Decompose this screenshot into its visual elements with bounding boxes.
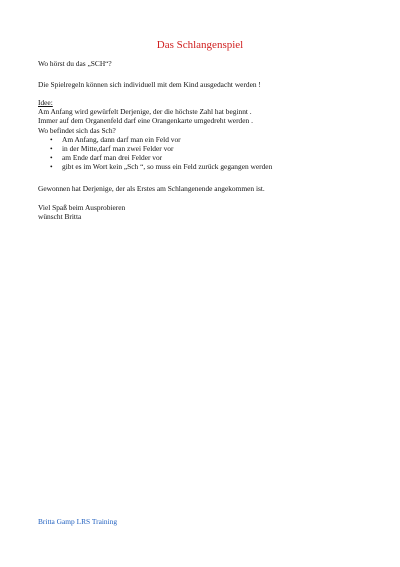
- rule-text: gibt es im Wort kein „Sch “, so muss ein Feld zurück gegangen werden: [62, 162, 273, 172]
- idea-line: Wo befindet sich das Sch?: [38, 125, 116, 135]
- bullet-icon: •: [50, 144, 53, 154]
- rule-text: in der Mitte,darf man zwei Felder vor: [62, 144, 174, 154]
- rules-list: [38, 135, 378, 172]
- idea-line: Immer auf dem Organenfeld darf eine Orangenkarte umgedreht werden .: [38, 116, 253, 126]
- signature-line: wünscht Britta: [38, 212, 82, 222]
- winner-paragraph: Gewonnen hat Derjenige, der als Erstes am Schlangenende angekommen ist.: [38, 184, 265, 193]
- bullet-icon: •: [50, 162, 53, 172]
- page-title: Das Schlangenspiel: [156, 39, 244, 51]
- rule-text: Am Anfang, dann darf man ein Feld vor: [62, 134, 181, 144]
- list-item: [38, 135, 378, 144]
- closing-line: Viel Spaß beim Ausprobieren: [38, 203, 126, 212]
- bullet-icon: •: [50, 134, 53, 144]
- idea-section: [38, 98, 378, 172]
- page-footer: Britta Gamp LRS Training: [38, 517, 118, 526]
- rule-text: am Ende darf man drei Felder vor: [62, 153, 163, 163]
- list-item: [38, 162, 378, 171]
- list-item: [38, 153, 378, 162]
- bullet-icon: •: [50, 153, 53, 163]
- idea-label: Idee:: [38, 98, 53, 107]
- question-line: Wo hörst du das „SCH“?: [38, 59, 112, 68]
- idea-line: Am Anfang wird gewürfelt Derjenige, der die höchste Zahl hat beginnt .: [38, 107, 252, 117]
- intro-paragraph: Die Spielregeln können sich individuell mit dem Kind ausgedacht werden !: [38, 80, 261, 89]
- closing-section: [38, 203, 378, 221]
- list-item: [38, 144, 378, 153]
